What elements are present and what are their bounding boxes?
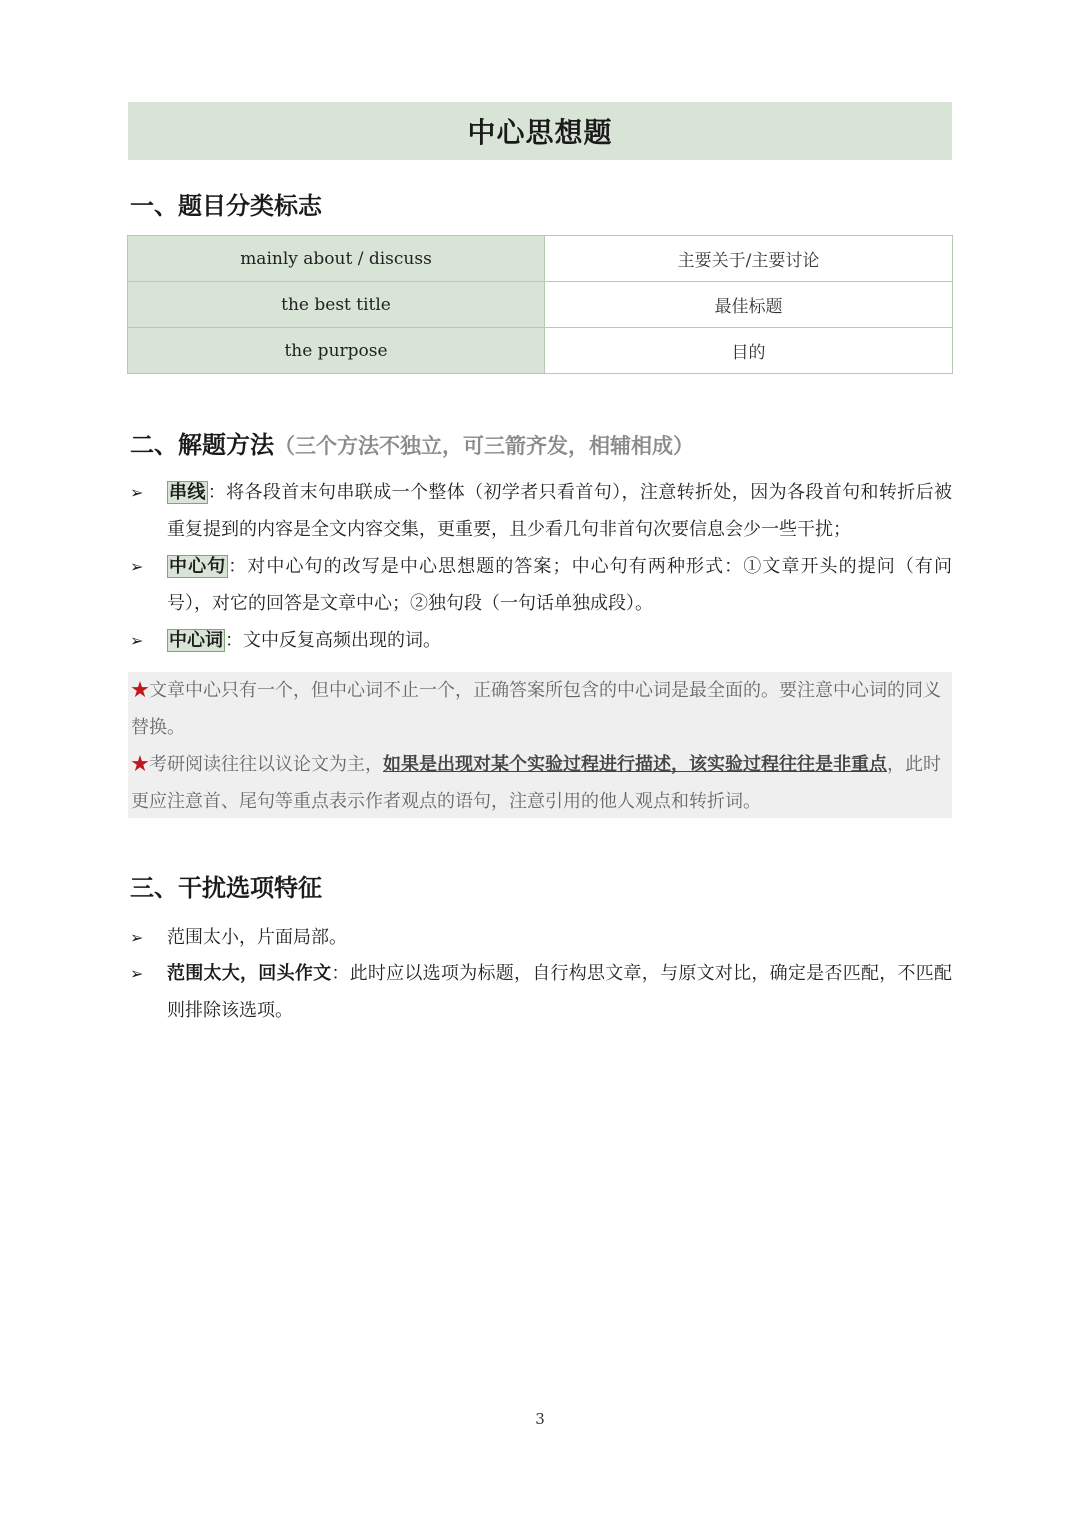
distractor-text: ：此时应以选项为标题，自行构思文章，与原文对比，确定是否匹配，不匹配则排除该选项。 <box>167 963 952 1021</box>
tip-emphasis: 如果是出现对某个实验过程进行描述，该实验过程往往是非重点 <box>383 754 887 775</box>
arrow-bullet-icon: ➢ <box>130 928 144 947</box>
star-icon: ★ <box>131 754 149 775</box>
method-text: ：将各段首末句串联成一个整体（初学者只看首句），注意转折处，因为各段首句和转折后被重复提到的内容是全文内容交集，更重要，且少看几句非首句次要信息会少一些干扰； <box>167 482 952 540</box>
arrow-bullet-icon: ➢ <box>130 964 144 983</box>
tip-text: ，此时更应注意首、尾句等重点表示作者观点的语句，注意引用的他人观点和转折词。 <box>131 754 941 812</box>
page-title: 中心思想题 <box>467 116 613 149</box>
table-row <box>128 282 953 328</box>
list-item <box>130 474 952 548</box>
keyword-en: the best title <box>128 282 545 328</box>
keyword-table <box>127 235 953 374</box>
keyword-en: mainly about / discuss <box>128 236 545 282</box>
keyword-cn: 主要关于/主要讨论 <box>545 236 953 282</box>
page-number: 3 <box>535 1410 545 1428</box>
page-title-bar <box>128 102 952 160</box>
section2-heading-text: 二、解题方法 <box>130 431 274 459</box>
distractor-term: 范围太大，回头作文 <box>167 963 332 984</box>
section2-heading-note: （三个方法不独立，可三箭齐发，相辅相成） <box>274 434 694 458</box>
arrow-bullet-icon: ➢ <box>130 631 144 650</box>
keyword-en: the purpose <box>128 328 545 374</box>
tip-paragraph <box>131 672 949 746</box>
list-item <box>130 919 952 956</box>
method-term: 中心词 <box>169 630 223 651</box>
list-item <box>130 548 952 622</box>
tip-paragraph <box>131 746 949 820</box>
arrow-bullet-icon: ➢ <box>130 483 144 502</box>
section3-heading: 三、干扰选项特征 <box>130 874 322 902</box>
tip-text: 考研阅读往往以议论文为主， <box>149 754 383 775</box>
method-term: 串线 <box>169 482 206 503</box>
keyword-cn: 最佳标题 <box>545 282 953 328</box>
method-text: ：对中心句的改写是中心思想题的答案；中心句有两种形式：①文章开头的提问（有问号），对它的回答是文章中心；②独句段（一句话单独成段）。 <box>167 556 953 614</box>
section1-heading: 一、题目分类标志 <box>130 192 322 220</box>
section2-heading <box>130 425 694 460</box>
star-icon: ★ <box>131 680 149 701</box>
tip-callout <box>128 672 952 818</box>
tip-text: 文章中心只有一个，但中心词不止一个，正确答案所包含的中心词是最全面的。要注意中心词的同义替换。 <box>131 680 941 738</box>
table-row <box>128 236 953 282</box>
method-text: ：文中反复高频出现的词。 <box>225 630 441 651</box>
list-item <box>130 622 952 659</box>
table-row <box>128 328 953 374</box>
arrow-bullet-icon: ➢ <box>130 557 144 576</box>
list-item <box>130 955 952 1029</box>
distractor-text: 范围太小，片面局部。 <box>167 927 347 948</box>
method-term: 中心句 <box>169 556 227 577</box>
keyword-cn: 目的 <box>545 328 953 374</box>
